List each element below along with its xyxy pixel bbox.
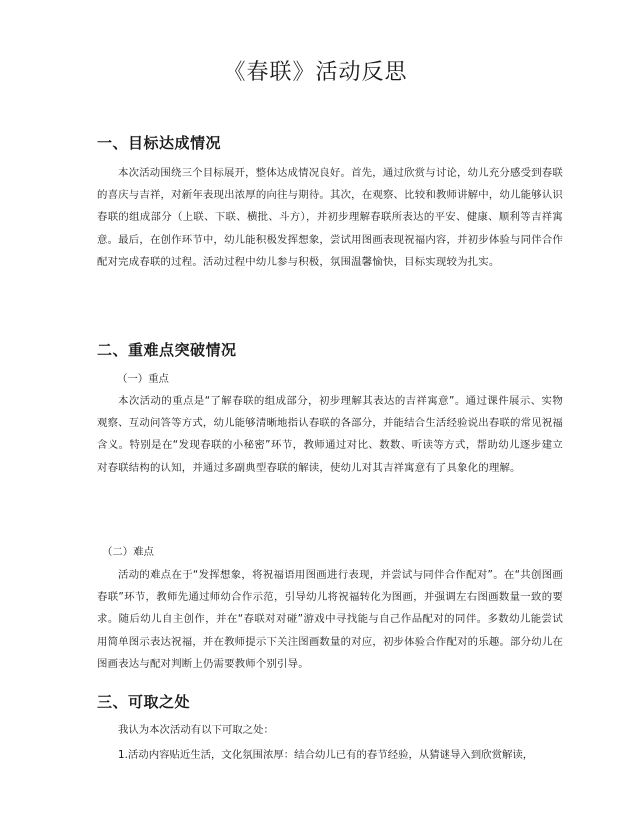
document-title: 《春联》活动反思 <box>223 60 408 85</box>
section-heading-strengths: 三、可取之处 <box>97 693 191 711</box>
goals-paragraph: 本次活动围绕三个目标展开，整体达成情况良好。首先，通过欣赏与讨论，幼儿充分感受到春联的喜庆与吉祥，对新年表现出浓厚的向往与期待。其次，在观察、比较和教师讲解中，幼儿能够认识春联的组成部分（上联、下联、横批、斗方），并初步理解春联所表达的平安、健康、顺利等吉祥寓意。最后，在创作环节中，幼儿能积极发挥想象，尝试用图画表现祝福内容，并初步体验与同伴合作配对完成春联的过程。活动过程中幼儿参与积极，氛围温馨愉快，目标实现较为扎实。 <box>97 167 563 268</box>
section-heading-key-points: 二、重难点突破情况 <box>97 341 237 359</box>
strengths-item-1: 1.活动内容贴近生活，文化氛围浓厚：结合幼儿已有的春节经验，从猜谜导入到欣赏解读， <box>118 749 534 761</box>
difficulty-paragraph: 活动的难点在于“发挥想象，将祝福语用图画进行表现，并尝试与同伴合作配对”。在“共创图画春联”环节，教师先通过师幼合作示范，引导幼儿将祝福转化为图画，并强调左右图画数量一致的要求。随后幼儿自主创作，并在“春联对对碰”游戏中寻找能与自己作品配对的同伴。多数幼儿能尝试用简单图示表达祝福，并在教师提示下关注图画数量的对应，初步体验合作配对的乐趣。部分幼儿在图画表达与配对判断上仍需要教师个别引导。 <box>97 569 563 670</box>
subheading-difficulty: （二）难点 <box>102 546 154 558</box>
strengths-intro: 我认为本次活动有以下可取之处： <box>118 724 274 736</box>
key-point-paragraph: 本次活动的重点是“了解春联的组成部分，初步理解其表达的吉祥寓意”。通过课件展示、实物观察、互动问答等方式，幼儿能够清晰地指认春联的各部分，并能结合生活经验说出春联的常见祝福含义。特别是在“发现春联的小秘密”环节，教师通过对比、数数、听读等方式，帮助幼儿逐步建立对春联结构的认知，并通过多副典型春联的解读，使幼儿对其吉祥寓意有了具象化的理解。 <box>97 395 563 474</box>
section-heading-goals: 一、目标达成情况 <box>97 134 222 152</box>
subheading-key-point: （一）重点 <box>117 373 169 385</box>
